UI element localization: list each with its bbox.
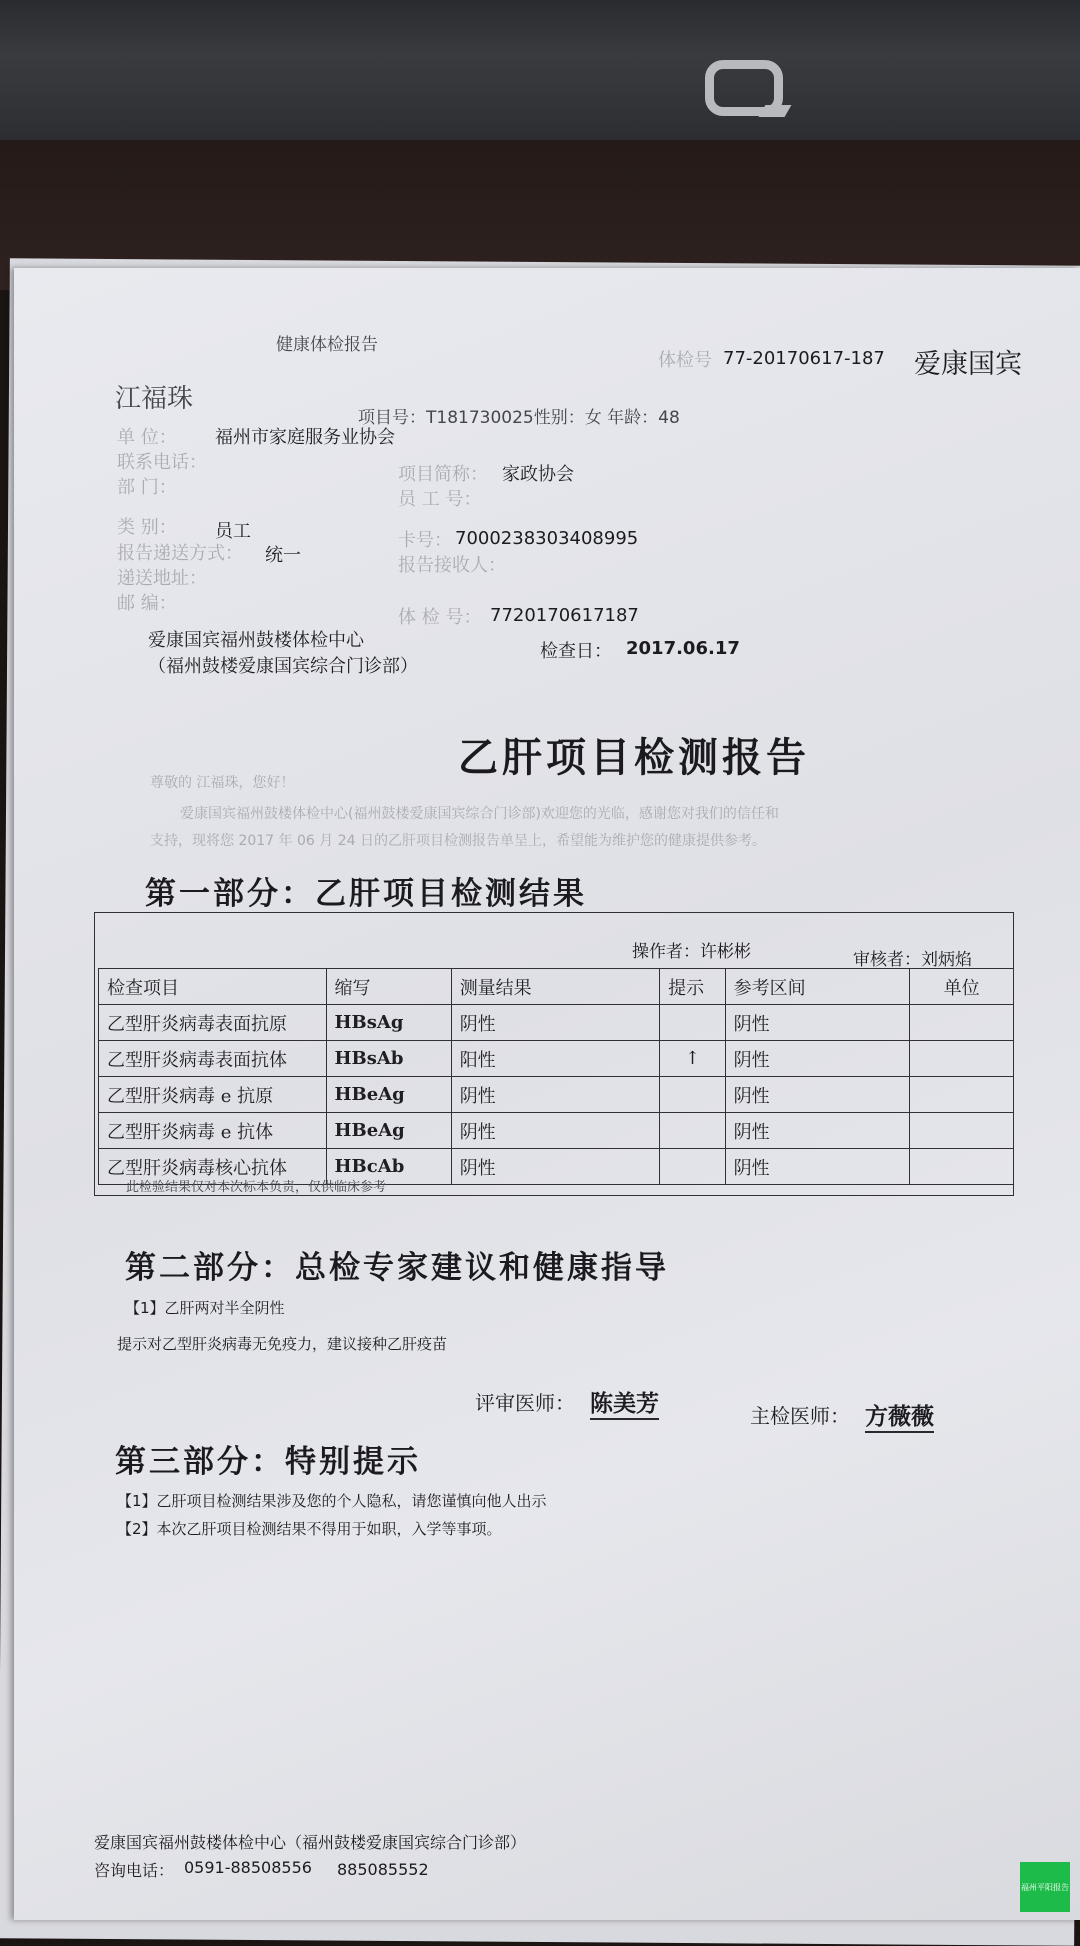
column-header: 测量结果 [451,969,659,1005]
address-label: 递送地址： [117,568,207,589]
delivery-label: 报告递送方式： [117,543,243,564]
item-cell: 乙型肝炎病毒 e 抗体 [99,1113,327,1149]
abbr-cell: HBsAg [326,1005,451,1041]
exam-num-value: 7720170617187 [490,605,639,626]
chief-doctor-signature: 方薇薇 [865,1398,934,1433]
result-cell: 阴性 [451,1149,659,1185]
unit-cell [910,1077,1014,1113]
center-subname: （福州鼓楼爱康国宾综合门诊部） [148,656,418,677]
footer-phone-label: 咨询电话： [94,1861,175,1880]
receiver-label: 报告接收人： [398,555,506,576]
results-table [98,968,1014,1185]
table-row [99,1005,1014,1041]
card-value: 7000238303408995 [455,528,639,549]
reviewer-doctor-signature: 陈美芳 [590,1385,659,1420]
item-cell: 乙型肝炎病毒表面抗体 [99,1041,327,1077]
flag-cell [660,1005,726,1041]
table-note: 此检验结果仅对本次标本负责，仅供临床参考 [126,1180,387,1195]
ref-cell: 阴性 [725,1005,910,1041]
table-row [99,1113,1014,1149]
abbr-cell: HBcAb [326,1149,451,1185]
result-cell: 阴性 [451,1077,659,1113]
phone-label: 联系电话： [117,452,207,473]
flag-cell [660,1149,726,1185]
table-header-row [99,969,1014,1005]
project-name-value: 家政协会 [502,464,574,485]
unit-cell [910,1149,1014,1185]
watermark-badge: 福州平阳报告 [1020,1862,1070,1912]
table-row [99,1041,1014,1077]
project-name-label: 项目简称： [398,464,488,485]
exam-date-value: 2017.06.17 [626,638,740,659]
card-label: 卡号： [398,530,452,551]
dept-label: 部 门： [117,477,177,498]
column-header: 检查项目 [99,969,327,1005]
delivery-value: 统一 [265,545,301,566]
center-name: 爱康国宾福州鼓楼体检中心 [148,630,364,651]
exam-date-label: 检查日： [540,641,612,662]
intro-line-2: 支持，现将您 2017 年 06 月 24 日的乙肝项目检测报告单呈上，希望能为维护您的健康提供参考。 [150,833,766,849]
reviewer-doctor-label: 评审医师： [475,1391,575,1415]
intro-line-1: 爱康国宾福州鼓楼体检中心(福州鼓楼爱康国宾综合门诊部)欢迎您的光临，感谢您对我们的信任和 [180,806,779,822]
project-number: 项目号：T181730025性别：女 年龄：48 [358,408,680,428]
flag-cell [660,1113,726,1149]
part1-title: 第一部分：乙肝项目检测结果 [145,876,587,912]
category-label: 类 别： [117,517,177,538]
abbr-cell: HBsAb [326,1041,451,1077]
footer-phone-1: 0591-88508556 [184,1858,312,1877]
abbr-cell: HBeAg [326,1077,451,1113]
greeting: 尊敬的 江福珠，您好！ [150,775,295,791]
operator: 操作者：许彬彬 [632,942,751,962]
monitor-bezel [0,0,1080,140]
item-cell: 乙型肝炎病毒表面抗原 [99,1005,327,1041]
footer-center: 爱康国宾福州鼓楼体检中心（福州鼓楼爱康国宾综合门诊部） [94,1833,527,1852]
column-header: 缩写 [326,969,451,1005]
item-cell: 乙型肝炎病毒 e 抗原 [99,1077,327,1113]
zip-label: 邮 编： [117,593,177,614]
unit-label: 单 位： [117,427,177,448]
unit-cell [910,1005,1014,1041]
unit-cell [910,1113,1014,1149]
reviewer: 审核者：刘炳焰 [853,950,972,970]
patient-name: 江福珠 [115,384,194,414]
result-cell: 阴性 [451,1005,659,1041]
chief-doctor-label: 主检医师： [750,1404,850,1428]
brand-logo-icon [705,60,783,116]
flag-cell [660,1077,726,1113]
exam-num-label: 体 检 号： [398,607,482,628]
column-header: 提示 [660,969,726,1005]
exam-no-label: 体检号 [658,350,712,371]
exam-no: 77-20170617-187 [723,348,885,369]
notice-item-2: 【2】本次乙肝项目检测结果不得用于如职，入学等事项。 [117,1520,502,1538]
brand-name: 爱康国宾 [914,349,1022,380]
ref-cell: 阴性 [725,1077,910,1113]
result-cell: 阴性 [451,1113,659,1149]
ref-cell: 阴性 [725,1041,910,1077]
category-value: 员工 [215,521,251,542]
column-header: 单位 [910,969,1014,1005]
part2-title: 第二部分：总检专家建议和健康指导 [125,1250,669,1286]
result-cell: 阳性 [451,1041,659,1077]
unit-value: 福州市家庭服务业协会 [215,427,395,448]
advice-item-1-detail: 提示对乙型肝炎病毒无免疫力，建议接种乙肝疫苗 [117,1335,448,1353]
staff-no-label: 员 工 号： [398,489,482,510]
table-row [99,1077,1014,1113]
item-cell: 乙型肝炎病毒核心抗体 [99,1149,327,1185]
abbr-cell: HBeAg [326,1113,451,1149]
ref-cell: 阴性 [725,1149,910,1185]
unit-cell [910,1041,1014,1077]
part3-title: 第三部分：特别提示 [115,1444,421,1480]
footer-phone-2: 885085552 [337,1860,429,1879]
flag-cell: ↑ [660,1041,726,1077]
report-title: 乙肝项目检测报告 [458,735,810,781]
advice-item-1: 【1】乙肝两对半全阴性 [125,1299,285,1317]
column-header: 参考区间 [725,969,910,1005]
ref-cell: 阴性 [725,1113,910,1149]
notice-item-1: 【1】乙肝项目检测结果涉及您的个人隐私，请您谨慎向他人出示 [117,1492,547,1510]
report-type: 健康体检报告 [276,335,378,355]
